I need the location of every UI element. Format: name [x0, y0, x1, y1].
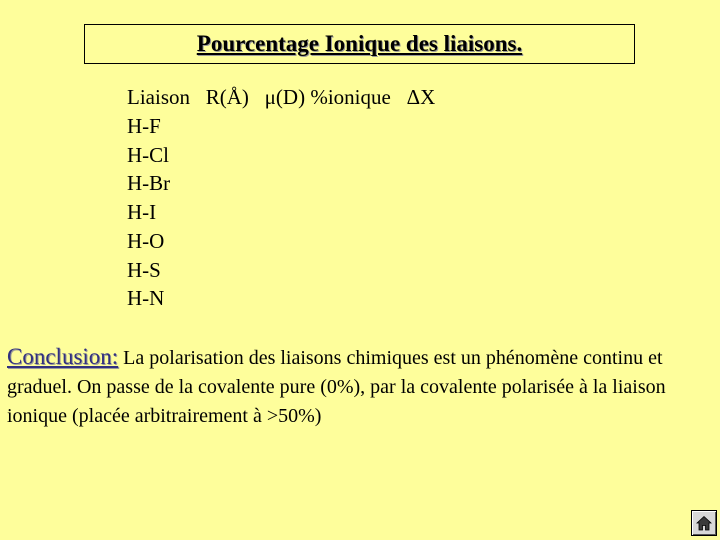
cell-liaison: H-O [127, 228, 165, 253]
header-r: R(Å) [205, 85, 249, 109]
header-mu: μ(D) [264, 85, 306, 109]
header-pct: %ionique [310, 85, 391, 109]
cell-liaison: H-N [127, 286, 165, 311]
home-button[interactable] [691, 510, 717, 536]
cell-liaison: H-Br [127, 171, 171, 196]
table-header [127, 85, 435, 110]
header-liaison: Liaison [127, 85, 190, 109]
page-title: Pourcentage Ionique des liaisons. [196, 31, 523, 56]
conclusion-paragraph [7, 342, 719, 431]
cell-liaison: H-F [127, 114, 161, 138]
cell-liaison: H-S [127, 257, 161, 282]
title-box [84, 24, 635, 64]
conclusion-label: Conclusion: [7, 344, 119, 369]
cell-liaison: H-I [127, 200, 157, 225]
header-dx: ΔX [406, 85, 436, 109]
cell-liaison: H-Cl [127, 142, 169, 167]
conclusion-text: La polarisation des liaisons chimiques est un phénomène continu et graduel. On passe de la covalente pure (0%), par la covalente polarisée à la liaison ionique (placée arbitrairement à >50%) [7, 347, 666, 427]
home-icon [696, 515, 712, 531]
